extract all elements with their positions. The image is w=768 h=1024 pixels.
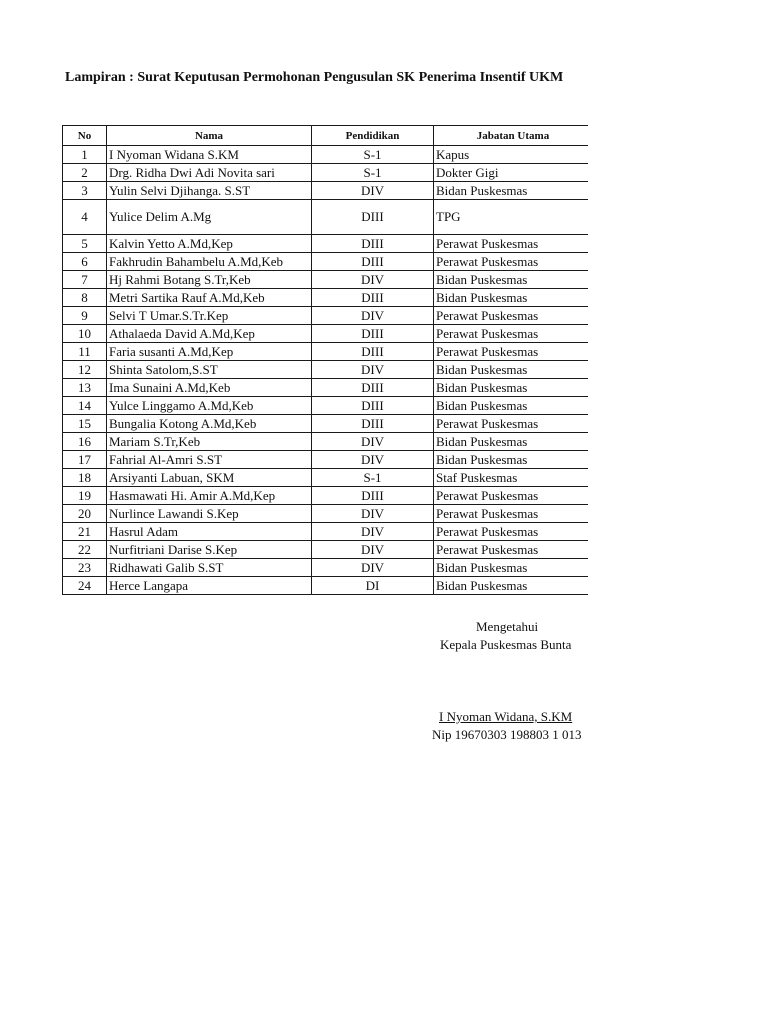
table-row [63, 541, 589, 559]
document-title: Lampiran : Surat Keputusan Permohonan Pengusulan SK Penerima Insentif UKM [65, 70, 564, 85]
table-row [63, 307, 589, 325]
cell-no: 18 [63, 469, 107, 487]
cell-no: 15 [63, 415, 107, 433]
table-row [63, 433, 589, 451]
cell-jabatan: Perawat Puskesmas [434, 415, 589, 433]
cell-pendidikan: S-1 [312, 164, 434, 182]
table-row [63, 415, 589, 433]
table-row [63, 235, 589, 253]
cell-pendidikan: DIII [312, 200, 434, 235]
cell-jabatan: Kapus [434, 146, 589, 164]
cell-jabatan: Bidan Puskesmas [434, 451, 589, 469]
cell-pendidikan: DIII [312, 487, 434, 505]
cell-jabatan: Perawat Puskesmas [434, 253, 589, 271]
cell-nama: Drg. Ridha Dwi Adi Novita sari [107, 164, 312, 182]
header-jabatan: Jabatan Utama [434, 126, 589, 146]
signature-name: I Nyoman Widana, S.KM [439, 709, 573, 724]
cell-jabatan: Perawat Puskesmas [434, 505, 589, 523]
cell-nama: Nurlince Lawandi S.Kep [107, 505, 312, 523]
cell-no: 5 [63, 235, 107, 253]
header-pendidikan: Pendidikan [312, 126, 434, 146]
cell-no: 1 [63, 146, 107, 164]
cell-nama: Faria susanti A.Md,Kep [107, 343, 312, 361]
header-nama: Nama [107, 126, 312, 146]
table-row [63, 146, 589, 164]
table-row [63, 487, 589, 505]
cell-no: 20 [63, 505, 107, 523]
cell-jabatan: Bidan Puskesmas [434, 289, 589, 307]
cell-pendidikan: DIV [312, 505, 434, 523]
cell-nama: Yulce Linggamo A.Md,Keb [107, 397, 312, 415]
cell-jabatan: Perawat Puskesmas [434, 541, 589, 559]
cell-jabatan: Bidan Puskesmas [434, 577, 589, 595]
cell-pendidikan: DIV [312, 307, 434, 325]
cell-no: 9 [63, 307, 107, 325]
cell-nama: Arsiyanti Labuan, SKM [107, 469, 312, 487]
cell-jabatan: Perawat Puskesmas [434, 325, 589, 343]
table-row [63, 182, 589, 200]
cell-pendidikan: DIV [312, 559, 434, 577]
cell-pendidikan: DIII [312, 397, 434, 415]
cell-jabatan: Bidan Puskesmas [434, 182, 589, 200]
table-row [63, 397, 589, 415]
cell-nama: Fahrial Al-Amri S.ST [107, 451, 312, 469]
cell-no: 2 [63, 164, 107, 182]
cell-pendidikan: DIV [312, 451, 434, 469]
cell-pendidikan: DIII [312, 325, 434, 343]
cell-no: 19 [63, 487, 107, 505]
table-row [63, 505, 589, 523]
table-row [63, 559, 589, 577]
table-row [63, 325, 589, 343]
table-row [63, 523, 589, 541]
table-header-row [63, 126, 589, 146]
cell-nama: Kalvin Yetto A.Md,Kep [107, 235, 312, 253]
cell-jabatan: Perawat Puskesmas [434, 487, 589, 505]
cell-pendidikan: DIV [312, 182, 434, 200]
cell-nama: Ridhawati Galib S.ST [107, 559, 312, 577]
table-body [63, 146, 589, 595]
cell-pendidikan: DIII [312, 235, 434, 253]
cell-jabatan: Bidan Puskesmas [434, 433, 589, 451]
cell-no: 16 [63, 433, 107, 451]
cell-jabatan: Bidan Puskesmas [434, 397, 589, 415]
cell-nama: Selvi T Umar.S.Tr.Kep [107, 307, 312, 325]
cell-nama: Yulin Selvi Djihanga. S.ST [107, 182, 312, 200]
cell-jabatan: Bidan Puskesmas [434, 379, 589, 397]
cell-no: 8 [63, 289, 107, 307]
cell-pendidikan: DIII [312, 415, 434, 433]
staff-table [62, 125, 588, 595]
table-row [63, 577, 589, 595]
cell-jabatan: Staf Puskesmas [434, 469, 589, 487]
cell-jabatan: Bidan Puskesmas [434, 361, 589, 379]
cell-no: 7 [63, 271, 107, 289]
cell-jabatan: Bidan Puskesmas [434, 271, 589, 289]
cell-pendidikan: DIV [312, 541, 434, 559]
cell-no: 3 [63, 182, 107, 200]
table-row [63, 469, 589, 487]
cell-nama: Athalaeda David A.Md,Kep [107, 325, 312, 343]
cell-pendidikan: DIII [312, 343, 434, 361]
table-row [63, 200, 589, 235]
table-row [63, 379, 589, 397]
table-row [63, 361, 589, 379]
cell-nama: Fakhrudin Bahambelu A.Md,Keb [107, 253, 312, 271]
table-row [63, 343, 589, 361]
cell-nama: I Nyoman Widana S.KM [107, 146, 312, 164]
cell-no: 11 [63, 343, 107, 361]
header-no: No [63, 126, 107, 146]
cell-jabatan: Perawat Puskesmas [434, 343, 589, 361]
cell-no: 6 [63, 253, 107, 271]
cell-pendidikan: DIV [312, 361, 434, 379]
cell-nama: Mariam S.Tr,Keb [107, 433, 312, 451]
cell-no: 17 [63, 451, 107, 469]
cell-nama: Bungalia Kotong A.Md,Keb [107, 415, 312, 433]
cell-pendidikan: S-1 [312, 146, 434, 164]
cell-jabatan: TPG [434, 200, 589, 235]
cell-nama: Yulice Delim A.Mg [107, 200, 312, 235]
cell-no: 12 [63, 361, 107, 379]
signature-acknowledge: Mengetahui [476, 619, 539, 634]
cell-nama: Hj Rahmi Botang S.Tr,Keb [107, 271, 312, 289]
cell-no: 21 [63, 523, 107, 541]
cell-pendidikan: DI [312, 577, 434, 595]
table-row [63, 271, 589, 289]
table-row [63, 253, 589, 271]
cell-no: 13 [63, 379, 107, 397]
cell-pendidikan: DIV [312, 271, 434, 289]
table-row [63, 451, 589, 469]
cell-nama: Metri Sartika Rauf A.Md,Keb [107, 289, 312, 307]
cell-pendidikan: DIV [312, 433, 434, 451]
cell-no: 22 [63, 541, 107, 559]
cell-pendidikan: DIII [312, 379, 434, 397]
cell-no: 10 [63, 325, 107, 343]
cell-nama: Ima Sunaini A.Md,Keb [107, 379, 312, 397]
cell-nama: Herce Langapa [107, 577, 312, 595]
cell-jabatan: Perawat Puskesmas [434, 523, 589, 541]
signature-position: Kepala Puskesmas Bunta [440, 637, 572, 652]
cell-no: 4 [63, 200, 107, 235]
cell-no: 23 [63, 559, 107, 577]
cell-jabatan: Bidan Puskesmas [434, 559, 589, 577]
cell-pendidikan: S-1 [312, 469, 434, 487]
cell-no: 14 [63, 397, 107, 415]
table-row [63, 289, 589, 307]
cell-pendidikan: DIII [312, 289, 434, 307]
signature-nip: Nip 19670303 198803 1 013 [432, 727, 582, 742]
cell-no: 24 [63, 577, 107, 595]
cell-nama: Hasmawati Hi. Amir A.Md,Kep [107, 487, 312, 505]
cell-jabatan: Perawat Puskesmas [434, 307, 589, 325]
cell-nama: Nurfitriani Darise S.Kep [107, 541, 312, 559]
cell-nama: Hasrul Adam [107, 523, 312, 541]
cell-jabatan: Dokter Gigi [434, 164, 589, 182]
cell-nama: Shinta Satolom,S.ST [107, 361, 312, 379]
cell-pendidikan: DIV [312, 523, 434, 541]
table-row [63, 164, 589, 182]
cell-jabatan: Perawat Puskesmas [434, 235, 589, 253]
cell-pendidikan: DIII [312, 253, 434, 271]
